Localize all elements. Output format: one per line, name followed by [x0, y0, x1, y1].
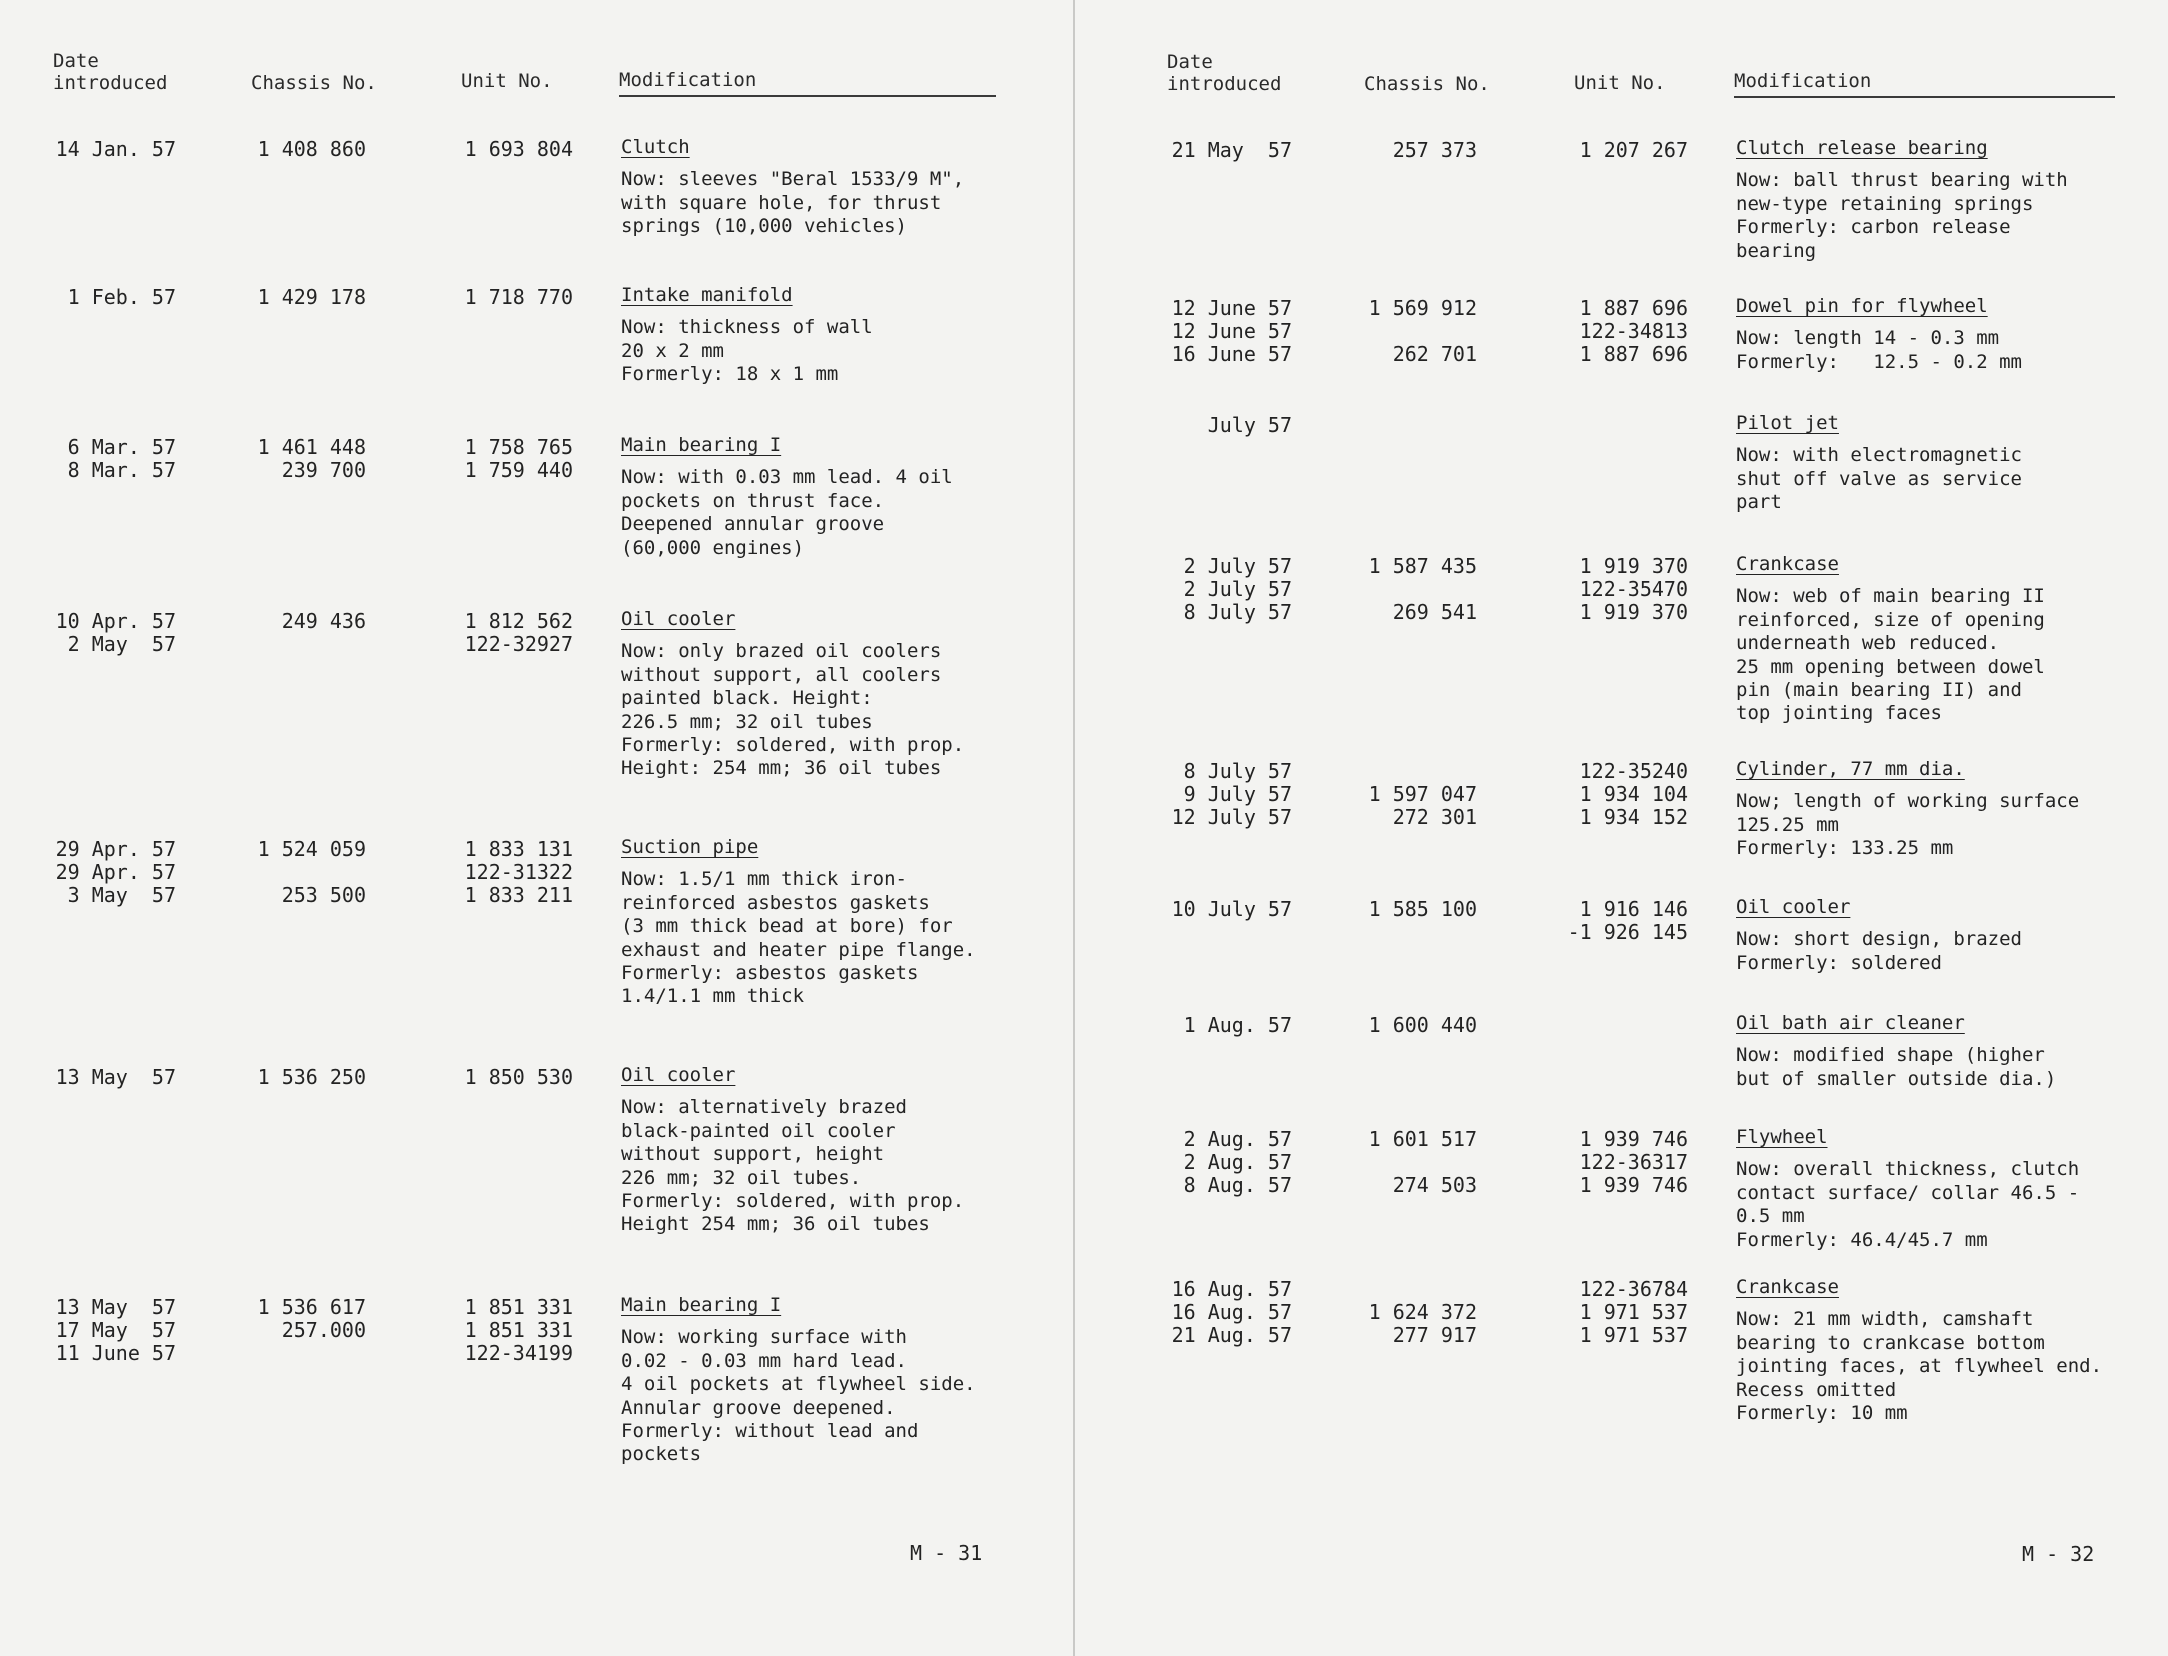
- unit-number: [465, 138, 573, 161]
- description-line: Now: with electromagnetic: [1736, 444, 2022, 467]
- date-introduced: [1184, 1128, 1292, 1197]
- description-line: without support, height: [621, 1143, 885, 1166]
- modification-title: Main bearing I: [621, 1294, 782, 1316]
- header-unit: Unit No.: [461, 70, 553, 92]
- chassis-number-line: 1 536 617: [257, 1295, 366, 1319]
- date-introduced: [1172, 898, 1292, 921]
- unit-number-line: 122-36317: [1579, 1150, 1688, 1174]
- chassis-number-line: 239 700: [281, 458, 366, 482]
- unit-number-line: 1 718 770: [464, 285, 573, 309]
- description-line: Now: ball thrust bearing with: [1736, 169, 2068, 192]
- date-introduced-line: 12 June 57: [1171, 319, 1292, 343]
- description-line: Now: thickness of wall: [621, 316, 873, 339]
- description-line: top jointing faces: [1736, 702, 1942, 725]
- description-line: jointing faces, at flywheel end.: [1736, 1355, 2103, 1378]
- description-line: 226 mm; 32 oil tubes.: [621, 1166, 862, 1189]
- description-line: pockets: [621, 1443, 702, 1466]
- modification-cell: [1736, 1126, 2079, 1252]
- chassis-number: [1369, 898, 1477, 921]
- date-introduced: [56, 138, 176, 161]
- date-introduced-line: 10 July 57: [1171, 897, 1292, 921]
- page-number: M - 31: [910, 1541, 983, 1565]
- modification-cell: [1736, 137, 2068, 263]
- description-line: Now; length of working surface: [1736, 790, 2080, 813]
- date-introduced-line: 21 Aug. 57: [1171, 1323, 1292, 1347]
- unit-number-line: 1 939 746: [1579, 1173, 1688, 1197]
- chassis-number-line: 257.000: [281, 1318, 366, 1342]
- modification-description: [621, 868, 976, 1008]
- modification-description: [621, 316, 873, 386]
- description-line: pin (main bearing II) and: [1736, 679, 2022, 702]
- modification-cell: [1736, 1012, 2056, 1091]
- modification-description: [1736, 928, 2022, 975]
- modification-description: [1736, 169, 2068, 263]
- date-introduced-line: 16 June 57: [1171, 342, 1292, 366]
- modification-cell: [621, 136, 964, 239]
- unit-number: [1568, 898, 1688, 944]
- description-line: Now: alternatively brazed: [621, 1096, 907, 1119]
- date-introduced: [56, 1296, 176, 1365]
- description-line: Formerly: 46.4/45.7 mm: [1736, 1228, 1988, 1251]
- chassis-number: [1369, 1278, 1477, 1347]
- date-introduced: [1208, 414, 1292, 437]
- modification-description: [1736, 444, 2022, 514]
- description-line: 125.25 mm: [1736, 813, 1839, 836]
- description-line: but of smaller outside dia.): [1736, 1067, 2057, 1090]
- description-line: Now: sleeves "Beral 1533/9 M",: [621, 168, 965, 191]
- modification-cell: [621, 434, 953, 560]
- description-line: springs (10,000 vehicles): [621, 215, 907, 238]
- chassis-number-line: 1 597 047: [1368, 782, 1477, 806]
- description-line: Now: working surface with: [621, 1326, 907, 1349]
- date-introduced-line: July 57: [1207, 413, 1292, 437]
- description-line: pockets on thrust face.: [621, 489, 885, 512]
- modification-title: Main bearing I: [621, 434, 782, 456]
- date-introduced-line: 2 July 57: [1183, 577, 1292, 601]
- modification-cell: [1736, 896, 2022, 975]
- unit-number-line: 1 919 370: [1579, 600, 1688, 624]
- description-line: shut off valve as service: [1736, 467, 2022, 490]
- modification-title: Clutch: [621, 136, 690, 158]
- header-chassis: Chassis No.: [251, 72, 377, 94]
- modification-description: [1736, 327, 2022, 374]
- description-line: reinforced asbestos gaskets: [621, 891, 930, 914]
- chassis-number: [1369, 1128, 1477, 1197]
- unit-number-line: 1 759 440: [464, 458, 573, 482]
- chassis-number-line: 1 600 440: [1368, 1013, 1477, 1037]
- chassis-number-line: [1369, 1151, 1477, 1174]
- chassis-number-line: 1 587 435: [1368, 554, 1477, 578]
- modification-description: [621, 466, 953, 560]
- chassis-number-line: 1 429 178: [257, 285, 366, 309]
- chassis-number: [258, 1066, 366, 1089]
- unit-number: [465, 436, 573, 482]
- date-introduced-line: 9 July 57: [1183, 782, 1292, 806]
- unit-number-line: 1 851 331: [464, 1318, 573, 1342]
- header-date-line2: introduced: [1167, 73, 1282, 95]
- modification-description: [1736, 1044, 2056, 1091]
- chassis-number: [1369, 1014, 1477, 1037]
- description-line: Formerly: without lead and: [621, 1420, 919, 1443]
- description-line: 0.5 mm: [1736, 1205, 1805, 1228]
- unit-number: [1580, 1128, 1688, 1197]
- chassis-number-line: [1369, 320, 1477, 343]
- modification-cell: [1736, 295, 2022, 374]
- chassis-number: [282, 610, 366, 633]
- modification-cell: [621, 1294, 976, 1467]
- description-line: (60,000 engines): [621, 536, 805, 559]
- description-line: contact surface/ collar 46.5 -: [1736, 1181, 2080, 1204]
- description-line: Formerly: 133.25 mm: [1736, 837, 1954, 860]
- chassis-number: [1369, 297, 1477, 366]
- description-line: Formerly: 10 mm: [1736, 1402, 1908, 1425]
- date-introduced-line: 10 Apr. 57: [55, 609, 176, 633]
- description-line: 1.4/1.1 mm thick: [621, 985, 805, 1008]
- description-line: Height: 254 mm; 36 oil tubes: [621, 757, 942, 780]
- unit-number: [465, 286, 573, 309]
- header-modification: Modification: [619, 69, 757, 91]
- description-line: (3 mm thick bead at bore) for: [621, 915, 953, 938]
- date-introduced-line: 3 May 57: [67, 883, 176, 907]
- unit-number-line: 1 693 804: [464, 137, 573, 161]
- unit-number-line: 122-35240: [1579, 759, 1688, 783]
- chassis-number-line: 1 461 448: [257, 435, 366, 459]
- date-introduced-line: 11 June 57: [55, 1341, 176, 1365]
- unit-number: [1580, 139, 1688, 162]
- modification-cell: [621, 836, 976, 1009]
- modification-description: [1736, 1308, 2102, 1425]
- description-line: Deepened annular groove: [621, 513, 885, 536]
- description-line: Formerly: asbestos gaskets: [621, 962, 919, 985]
- date-introduced: [56, 610, 176, 656]
- modification-title: Crankcase: [1736, 553, 1839, 575]
- chassis-number: [258, 436, 366, 482]
- date-introduced: [1172, 139, 1292, 162]
- date-introduced-line: 2 Aug. 57: [1183, 1127, 1292, 1151]
- page-number: M - 32: [2022, 1542, 2095, 1566]
- description-line: 226.5 mm; 32 oil tubes: [621, 710, 873, 733]
- chassis-number-line: 262 701: [1392, 342, 1477, 366]
- date-introduced-line: 17 May 57: [55, 1318, 176, 1342]
- description-line: exhaust and heater pipe flange.: [621, 938, 976, 961]
- description-line: Formerly: soldered, with prop.: [621, 1190, 965, 1213]
- unit-number-line: 1 207 267: [1579, 138, 1688, 162]
- modification-description: [621, 640, 964, 780]
- modification-description: [1736, 1158, 2079, 1252]
- date-introduced-line: 2 Aug. 57: [1183, 1150, 1292, 1174]
- description-line: 0.02 - 0.03 mm hard lead.: [621, 1349, 907, 1372]
- unit-number-line: 1 934 104: [1579, 782, 1688, 806]
- modification-title: Oil cooler: [1736, 896, 1851, 918]
- description-line: Formerly: 18 x 1 mm: [621, 363, 839, 386]
- unit-number-line: 1 919 370: [1579, 554, 1688, 578]
- modification-cell: [621, 608, 964, 781]
- chassis-number: [258, 1296, 366, 1342]
- unit-number: [465, 838, 573, 907]
- chassis-number: [258, 838, 366, 907]
- unit-number-line: 1 939 746: [1579, 1127, 1688, 1151]
- unit-number: [465, 610, 573, 656]
- date-introduced-line: 8 Aug. 57: [1183, 1173, 1292, 1197]
- date-introduced: [56, 838, 176, 907]
- unit-number-line: 122-36784: [1579, 1277, 1688, 1301]
- description-line: Formerly: soldered: [1736, 951, 1942, 974]
- unit-number-line: 1 833 211: [464, 883, 573, 907]
- description-line: 4 oil pockets at flywheel side.: [621, 1373, 976, 1396]
- header-unit: Unit No.: [1574, 72, 1666, 94]
- date-introduced-line: 13 May 57: [55, 1065, 176, 1089]
- date-introduced: [68, 286, 176, 309]
- description-line: Now: short design, brazed: [1736, 928, 2022, 951]
- description-line: bearing to crankcase bottom: [1736, 1331, 2045, 1354]
- modification-title: Oil cooler: [621, 1064, 736, 1086]
- chassis-number-line: [258, 861, 366, 884]
- chassis-number-line: 253 500: [281, 883, 366, 907]
- modification-cell: [621, 284, 873, 387]
- modification-title: Cylinder, 77 mm dia.: [1736, 758, 1965, 780]
- date-introduced-line: 21 May 57: [1171, 138, 1292, 162]
- chassis-number-line: 1 408 860: [257, 137, 366, 161]
- description-line: new-type retaining springs: [1736, 192, 2034, 215]
- header-rule: [619, 95, 996, 97]
- chassis-number: [258, 286, 366, 309]
- date-introduced-line: 12 July 57: [1171, 805, 1292, 829]
- chassis-number-line: 1 569 912: [1368, 296, 1477, 320]
- date-introduced-line: 12 June 57: [1171, 296, 1292, 320]
- date-introduced-line: 8 July 57: [1183, 759, 1292, 783]
- date-introduced: [1184, 1014, 1292, 1037]
- description-line: Now: overall thickness, clutch: [1736, 1158, 2080, 1181]
- chassis-number-line: 1 624 372: [1368, 1300, 1477, 1324]
- description-line: 25 mm opening between dowel: [1736, 655, 2045, 678]
- chassis-number-line: 1 536 250: [257, 1065, 366, 1089]
- date-introduced-line: 2 May 57: [67, 632, 176, 656]
- chassis-number: [1369, 760, 1477, 829]
- date-introduced: [1184, 555, 1292, 624]
- modification-description: [621, 1326, 976, 1466]
- unit-number: [1580, 297, 1688, 366]
- unit-number-line: 122-34813: [1579, 319, 1688, 343]
- chassis-number-line: 272 301: [1392, 805, 1477, 829]
- description-line: Formerly: 12.5 - 0.2 mm: [1736, 350, 2022, 373]
- modification-cell: [1736, 412, 2022, 515]
- modification-description: [621, 1096, 964, 1236]
- unit-number-line: 1 971 537: [1579, 1300, 1688, 1324]
- date-introduced-line: 8 July 57: [1183, 600, 1292, 624]
- date-introduced: [68, 436, 176, 482]
- description-line: bearing: [1736, 239, 1817, 262]
- date-introduced: [1172, 297, 1292, 366]
- unit-number-line: 1 851 331: [464, 1295, 573, 1319]
- unit-number-line: 1 850 530: [464, 1065, 573, 1089]
- unit-number: [1580, 1278, 1688, 1347]
- unit-number: [1580, 760, 1688, 829]
- modification-description: [1736, 790, 2079, 860]
- modification-description: [621, 168, 964, 238]
- header-date-line1: Date: [1167, 51, 1213, 73]
- date-introduced: [56, 1066, 176, 1089]
- description-line: Now: modified shape (higher: [1736, 1044, 2045, 1067]
- unit-number-line: 1 833 131: [464, 837, 573, 861]
- modification-title: Suction pipe: [621, 836, 759, 858]
- modification-cell: [1736, 553, 2045, 726]
- description-line: reinforced, size of opening: [1736, 608, 2045, 631]
- chassis-number-line: 257 373: [1392, 138, 1477, 162]
- description-line: Now: length 14 - 0.3 mm: [1736, 327, 2000, 350]
- unit-number-line: 122-31322: [464, 860, 573, 884]
- date-introduced-line: 29 Apr. 57: [55, 860, 176, 884]
- modification-title: Oil cooler: [621, 608, 736, 630]
- date-introduced-line: 13 May 57: [55, 1295, 176, 1319]
- page-m32: [1075, 0, 2168, 1656]
- date-introduced-line: 1 Feb. 57: [67, 285, 176, 309]
- modification-cell: [621, 1064, 964, 1237]
- chassis-number-line: [1369, 578, 1477, 601]
- modification-description: [1736, 585, 2045, 725]
- unit-number-line: 1 916 146: [1579, 897, 1688, 921]
- description-line: Now: 1.5/1 mm thick iron-: [621, 868, 907, 891]
- description-line: 20 x 2 mm: [621, 339, 724, 362]
- description-line: Formerly: soldered, with prop.: [621, 734, 965, 757]
- unit-number-line: 1 934 152: [1579, 805, 1688, 829]
- description-line: Now: web of main bearing II: [1736, 585, 2045, 608]
- unit-number-line: 1 887 696: [1579, 296, 1688, 320]
- chassis-number-line: 1 524 059: [257, 837, 366, 861]
- chassis-number-line: 277 917: [1392, 1323, 1477, 1347]
- page-m31: [0, 0, 1075, 1656]
- date-introduced-line: 16 Aug. 57: [1171, 1300, 1292, 1324]
- modification-title: Clutch release bearing: [1736, 137, 1988, 159]
- description-line: Formerly: carbon release: [1736, 216, 2011, 239]
- date-introduced: [1172, 1278, 1292, 1347]
- unit-number-line: 122-32927: [464, 632, 573, 656]
- description-line: underneath web reduced.: [1736, 632, 2000, 655]
- chassis-number-line: 269 541: [1392, 600, 1477, 624]
- date-introduced-line: 2 July 57: [1183, 554, 1292, 578]
- description-line: black-painted oil cooler: [621, 1119, 896, 1142]
- description-line: Now: only brazed oil coolers: [621, 640, 942, 663]
- unit-number-line: 1 971 537: [1579, 1323, 1688, 1347]
- header-modification: Modification: [1734, 70, 1872, 92]
- description-line: Recess omitted: [1736, 1378, 1897, 1401]
- modification-cell: [1736, 1276, 2102, 1425]
- date-introduced-line: 29 Apr. 57: [55, 837, 176, 861]
- description-line: painted black. Height:: [621, 687, 873, 710]
- chassis-number-line: 1 585 100: [1368, 897, 1477, 921]
- description-line: Now: with 0.03 mm lead. 4 oil: [621, 466, 953, 489]
- date-introduced-line: 6 Mar. 57: [67, 435, 176, 459]
- chassis-number-line: [1369, 760, 1477, 783]
- modification-title: Pilot jet: [1736, 412, 1839, 434]
- modification-title: Dowel pin for flywheel: [1736, 295, 1988, 317]
- header-rule: [1734, 96, 2115, 98]
- unit-number-line: -1 926 145: [1567, 920, 1688, 944]
- date-introduced: [1172, 760, 1292, 829]
- modification-title: Intake manifold: [621, 284, 793, 306]
- chassis-number: [1369, 555, 1477, 624]
- description-line: without support, all coolers: [621, 663, 942, 686]
- unit-number-line: 1 758 765: [464, 435, 573, 459]
- description-line: part: [1736, 491, 1782, 514]
- modification-title: Crankcase: [1736, 1276, 1839, 1298]
- chassis-number: [258, 138, 366, 161]
- unit-number: [1580, 555, 1688, 624]
- unit-number-line: 122-35470: [1579, 577, 1688, 601]
- date-introduced-line: 1 Aug. 57: [1183, 1013, 1292, 1037]
- chassis-number-line: 249 436: [281, 609, 366, 633]
- modification-cell: [1736, 758, 2079, 861]
- chassis-number: [1393, 139, 1477, 162]
- header-date-line2: introduced: [53, 72, 168, 94]
- unit-number-line: 1 887 696: [1579, 342, 1688, 366]
- header-chassis: Chassis No.: [1364, 73, 1490, 95]
- modification-title: Flywheel: [1736, 1126, 1828, 1148]
- description-line: Now: 21 mm width, camshaft: [1736, 1308, 2034, 1331]
- chassis-number-line: 1 601 517: [1368, 1127, 1477, 1151]
- chassis-number-line: [1369, 1278, 1477, 1301]
- date-introduced-line: 14 Jan. 57: [55, 137, 176, 161]
- description-line: with square hole, for thrust: [621, 191, 942, 214]
- date-introduced-line: 16 Aug. 57: [1171, 1277, 1292, 1301]
- header-date-line1: Date: [53, 50, 99, 72]
- modification-title: Oil bath air cleaner: [1736, 1012, 1965, 1034]
- unit-number: [465, 1296, 573, 1365]
- date-introduced-line: 8 Mar. 57: [67, 458, 176, 482]
- description-line: Height 254 mm; 36 oil tubes: [621, 1213, 930, 1236]
- unit-number-line: 1 812 562: [464, 609, 573, 633]
- description-line: Annular groove deepened.: [621, 1396, 896, 1419]
- unit-number-line: 122-34199: [464, 1341, 573, 1365]
- unit-number: [465, 1066, 573, 1089]
- chassis-number-line: 274 503: [1392, 1173, 1477, 1197]
